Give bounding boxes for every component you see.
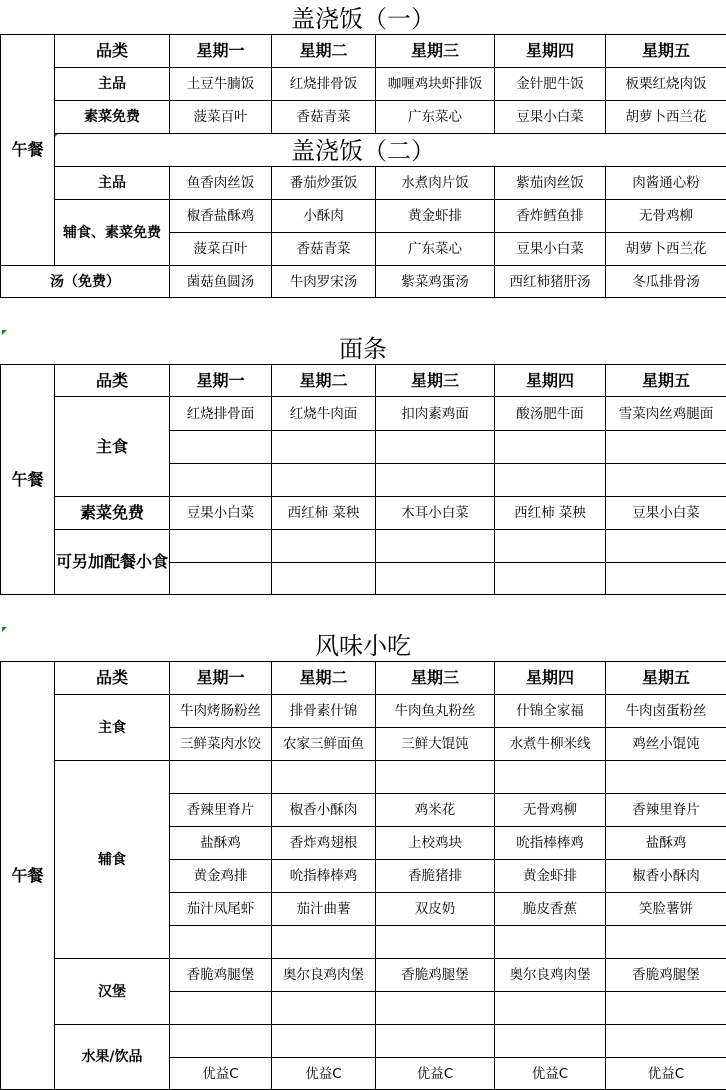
menu-item: 黄金鸡排 <box>193 868 248 884</box>
menu-item: 椒香小酥肉 <box>289 802 358 818</box>
menu-item: 三鲜菜肉水饺 <box>180 736 261 752</box>
day-header: 星期三 <box>410 41 459 60</box>
row-label-soup: 汤（免费） <box>50 273 120 290</box>
menu-item: 水煮肉片饭 <box>401 175 469 191</box>
menu-item: 西红柿 菜秧 <box>514 505 586 521</box>
meal-label-lunch: 午餐 <box>11 140 44 159</box>
row-label-main: 主品 <box>98 76 126 92</box>
menu-item: 香脆鸡腿堡 <box>632 967 700 983</box>
menu-item: 水煮牛柳米线 <box>509 736 591 752</box>
day-header: 星期三 <box>410 370 459 390</box>
meal-label-lunch: 午餐 <box>11 865 44 885</box>
menu-item: 鸡丝小馄饨 <box>632 736 700 752</box>
menu-item: 奥尔良鸡肉堡 <box>509 967 591 983</box>
row-label-veg: 素菜免费 <box>79 503 144 522</box>
day-header: 星期四 <box>525 41 574 60</box>
menu-item: 土豆牛腩饭 <box>186 76 255 92</box>
menu-item <box>272 992 375 1024</box>
menu-item: 上校鸡块 <box>408 835 462 851</box>
day-header: 星期五 <box>641 41 690 60</box>
menu-item: 脆皮香蕉 <box>523 901 577 917</box>
row-label-side: 辅食、素菜免费 <box>63 224 161 241</box>
menu-item <box>376 926 494 958</box>
menu-item: 香菇青菜 <box>296 109 351 125</box>
menu-item: 红烧排骨面 <box>186 405 255 422</box>
menu-item: 盐酥鸡 <box>200 835 241 851</box>
category-header: 品类 <box>95 370 128 390</box>
menu-item: 西红柿猪肝汤 <box>509 273 591 290</box>
menu-item: 香脆鸡腿堡 <box>401 967 469 983</box>
section-title-gaijiao-1: 盖浇饭（一） <box>291 5 435 33</box>
menu-item <box>272 761 375 793</box>
row-label-main: 主食 <box>98 719 126 736</box>
menu-item: 牛肉鱼丸粉丝 <box>394 703 476 719</box>
menu-item <box>495 926 605 958</box>
menu-item: 番茄炒蛋饭 <box>289 175 358 191</box>
meal-label-lunch: 午餐 <box>11 469 44 489</box>
menu-item: 咖喱鸡块虾排饭 <box>387 76 483 92</box>
menu-item: 优益C <box>416 1065 454 1082</box>
menu-item <box>170 1025 271 1057</box>
menu-item <box>376 1025 494 1057</box>
menu-item <box>495 1025 605 1057</box>
menu-item: 鱼香肉丝饭 <box>186 175 255 191</box>
menu-item: 笑脸薯饼 <box>639 901 693 917</box>
menu-item: 红烧牛肉面 <box>289 405 358 422</box>
menu-item: 广东菜心 <box>408 241 462 257</box>
menu-item <box>606 1025 726 1057</box>
section-title-snacks: 风味小吃 <box>315 632 411 660</box>
menu-item: 菠菜百叶 <box>193 109 248 125</box>
menu-item: 无骨鸡柳 <box>639 208 693 224</box>
menu-item: 胡萝卜西兰花 <box>625 109 707 125</box>
menu-item: 香辣里脊片 <box>632 802 700 818</box>
menu-item: 西红柿 菜秧 <box>287 505 360 521</box>
menu-item: 什锦全家福 <box>516 703 584 719</box>
row-label-side: 辅食 <box>98 851 126 868</box>
day-header: 星期二 <box>299 41 348 60</box>
menu-item: 三鲜大馄饨 <box>401 736 469 752</box>
menu-item <box>170 992 271 1024</box>
section-title-gaijiao-2: 盖浇饭（二） <box>291 137 435 165</box>
row-label-drink: 水果/饮品 <box>81 1049 143 1065</box>
menu-item: 小酥肉 <box>303 208 344 224</box>
menu-item: 牛肉罗宋汤 <box>289 273 358 290</box>
menu-item: 排骨素什锦 <box>289 703 358 719</box>
menu-item <box>606 761 726 793</box>
day-header: 星期一 <box>196 668 245 687</box>
menu-item: 黄金虾排 <box>523 868 577 884</box>
menu-item: 扣肉素鸡面 <box>401 405 469 422</box>
menu-item: 金针肥牛饭 <box>516 76 584 92</box>
menu-item: 牛肉卤蛋粉丝 <box>625 703 707 719</box>
menu-item <box>376 761 494 793</box>
table-rule <box>0 594 726 595</box>
menu-item: 茄汁曲薯 <box>296 901 351 917</box>
menu-item: 优益C <box>531 1065 569 1082</box>
menu-item <box>170 761 271 793</box>
row-label-extra: 可另加配餐小食 <box>55 552 168 571</box>
row-label-main: 主品 <box>98 175 126 191</box>
menu-item <box>272 1025 375 1057</box>
menu-item: 豆果小白菜 <box>632 505 700 521</box>
day-header: 星期四 <box>525 668 574 687</box>
menu-item <box>606 926 726 958</box>
menu-item: 椒香小酥肉 <box>632 868 700 884</box>
day-header: 星期三 <box>410 668 459 687</box>
menu-item: 冬瓜排骨汤 <box>632 273 700 290</box>
table-rule <box>0 297 726 298</box>
menu-item: 广东菜心 <box>408 109 462 125</box>
menu-item: 吮指棒棒鸡 <box>289 868 358 884</box>
menu-item <box>376 992 494 1024</box>
menu-item <box>606 992 726 1024</box>
menu-item: 优益C <box>647 1065 685 1082</box>
menu-item: 双皮奶 <box>414 901 456 917</box>
menu-item: 无骨鸡柳 <box>523 802 577 818</box>
menu-item <box>170 926 271 958</box>
menu-item: 菌菇鱼圆汤 <box>186 273 255 290</box>
menu-item: 肉酱通心粉 <box>632 175 700 191</box>
menu-item: 优益C <box>305 1065 342 1082</box>
menu-item <box>272 926 375 958</box>
row-label-burger: 汉堡 <box>98 983 126 1000</box>
menu-item: 优益C <box>202 1065 239 1082</box>
day-header: 星期五 <box>641 370 690 390</box>
menu-item: 香辣里脊片 <box>186 802 255 818</box>
menu-item <box>495 992 605 1024</box>
menu-item: 紫菜鸡蛋汤 <box>401 273 469 290</box>
menu-item: 鸡米花 <box>414 802 456 818</box>
category-header: 品类 <box>95 668 128 687</box>
menu-item: 雪菜肉丝鸡腿面 <box>618 405 714 422</box>
section-title-noodles: 面条 <box>339 335 387 363</box>
menu-item: 吮指棒棒鸡 <box>516 835 584 851</box>
category-header: 品类 <box>95 41 128 60</box>
menu-item: 胡萝卜西兰花 <box>625 241 707 257</box>
menu-item: 香脆鸡腿堡 <box>186 967 255 983</box>
menu-item: 菠菜百叶 <box>193 241 248 257</box>
menu-item: 香炸鸡翅根 <box>289 835 358 851</box>
menu-item: 红烧排骨饭 <box>289 76 358 92</box>
day-header: 星期四 <box>525 370 574 390</box>
menu-item: 茄汁凤尾虾 <box>186 901 255 917</box>
menu-item: 豆果小白菜 <box>516 109 584 125</box>
row-label-main: 主食 <box>95 436 128 456</box>
menu-item: 黄金虾排 <box>408 208 462 224</box>
menu-item: 牛肉烤肠粉丝 <box>180 703 261 719</box>
day-header: 星期二 <box>299 668 348 687</box>
menu-item: 椒香盐酥鸡 <box>186 208 255 224</box>
menu-item: 豆果小白菜 <box>186 505 255 521</box>
row-label-veg: 素菜免费 <box>84 109 140 125</box>
menu-item: 香脆猪排 <box>408 868 462 884</box>
day-header: 星期一 <box>196 41 245 60</box>
menu-item: 板栗红烧肉饭 <box>625 76 707 92</box>
menu-item: 奥尔良鸡肉堡 <box>283 967 364 983</box>
table-rule <box>54 133 726 134</box>
menu-item: 紫茄肉丝饭 <box>516 175 584 191</box>
day-header: 星期一 <box>196 370 245 390</box>
menu-item: 农家三鲜面鱼 <box>283 736 364 752</box>
menu-item: 豆果小白菜 <box>516 241 584 257</box>
menu-item: 香菇青菜 <box>296 241 351 257</box>
menu-item: 香炸鳕鱼排 <box>516 208 584 224</box>
menu-item: 木耳小白菜 <box>401 505 469 521</box>
day-header: 星期五 <box>641 668 690 687</box>
day-header: 星期二 <box>299 370 348 390</box>
menu-item: 酸汤肥牛面 <box>516 405 584 422</box>
menu-item <box>495 761 605 793</box>
menu-item: 盐酥鸡 <box>645 835 687 851</box>
